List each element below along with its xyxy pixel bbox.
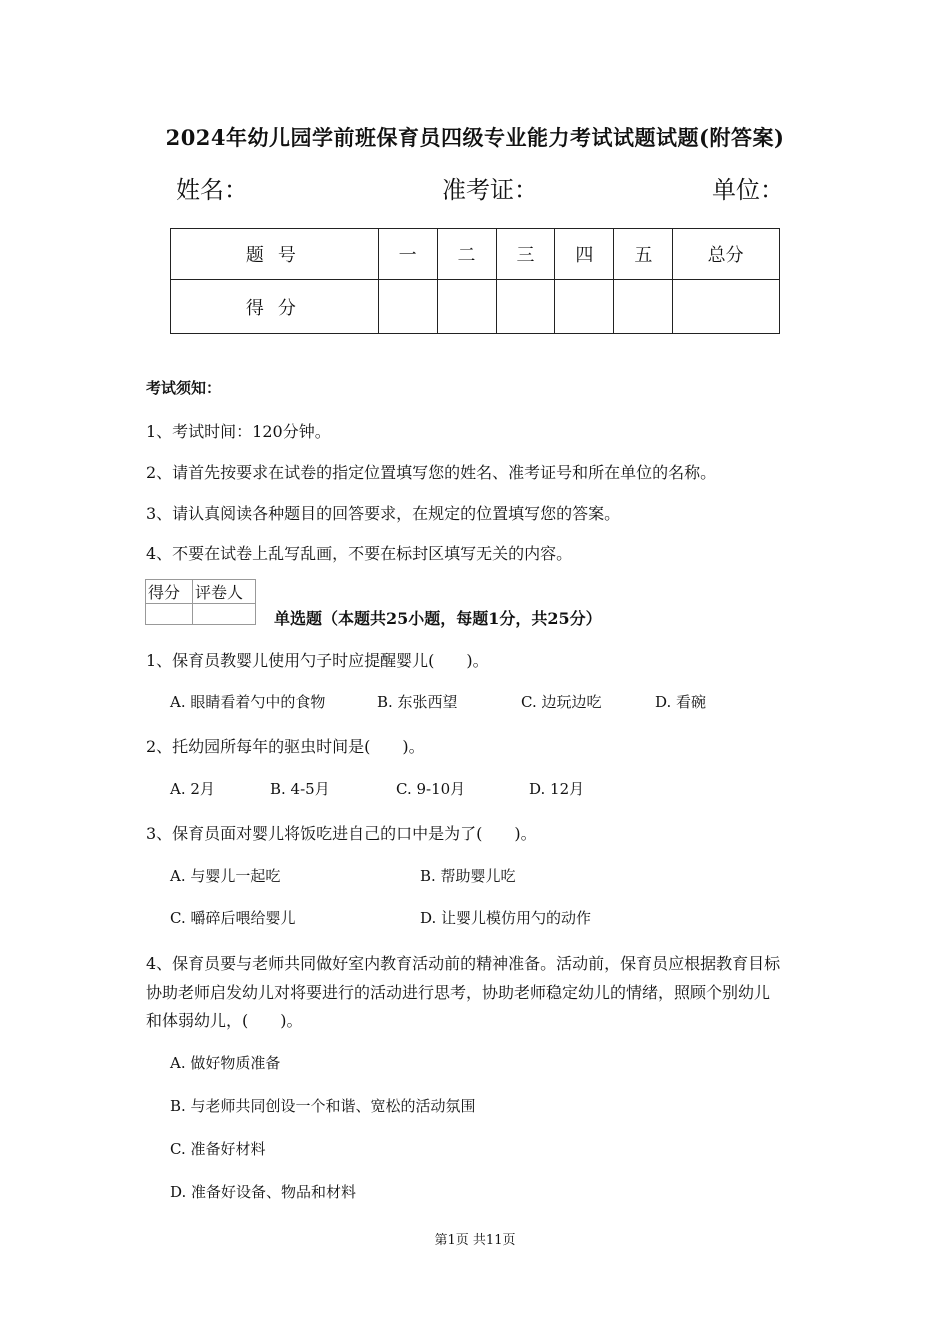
score-table-score-row xyxy=(171,280,780,334)
option-d[interactable]: D. 准备好设备、物品和材料 xyxy=(170,1183,357,1201)
section-title: 单选题（本题共25小题，每题1分，共25分） xyxy=(274,609,602,628)
option-a[interactable]: A. 做好物质准备 xyxy=(170,1054,281,1072)
notice-item: 4、不要在试卷上乱写乱画，不要在标封区填写无关的内容。 xyxy=(146,544,573,563)
score-table-cell: 四 xyxy=(555,229,614,280)
option-c[interactable]: C. 嚼碎后喂给婴儿 xyxy=(170,909,296,927)
grader-name-label: 评卷人 xyxy=(193,580,256,604)
grader-score-cell[interactable] xyxy=(146,604,193,625)
option-c[interactable]: C. 准备好材料 xyxy=(170,1140,266,1158)
score-input-cell[interactable] xyxy=(437,280,496,334)
unit-field-label: 单位： xyxy=(712,176,784,204)
option-a[interactable]: A. 与婴儿一起吃 xyxy=(170,867,281,885)
grader-box xyxy=(145,579,256,625)
score-table-cell: 总分 xyxy=(673,229,780,280)
option-c[interactable]: C. 9-10月 xyxy=(396,780,466,798)
document-title: 2024年幼儿园学前班保育员四级专业能力考试试题试题(附答案) xyxy=(165,125,785,150)
option-b[interactable]: B. 与老师共同创设一个和谐、宽松的活动氛围 xyxy=(170,1097,476,1115)
exam-id-field-label: 准考证： xyxy=(442,176,538,204)
notice-item: 1、考试时间：120分钟。 xyxy=(146,422,331,441)
score-input-cell[interactable] xyxy=(555,280,614,334)
option-a[interactable]: A. 2月 xyxy=(170,780,215,798)
option-a[interactable]: A. 眼睛看着勺中的食物 xyxy=(170,693,326,711)
question-stem-line: 4、保育员要与老师共同做好室内教育活动前的精神准备。活动前，保育员应根据教育目标 xyxy=(146,954,781,973)
option-d[interactable]: D. 让婴儿模仿用勺的动作 xyxy=(420,909,592,927)
score-table-cell: 得分 xyxy=(171,280,379,334)
option-c[interactable]: C. 边玩边吃 xyxy=(521,693,602,711)
score-table-cell: 题号 xyxy=(171,229,379,280)
notice-item: 3、请认真阅读各种题目的回答要求，在规定的位置填写您的答案。 xyxy=(146,504,621,523)
score-table-header-row xyxy=(171,229,780,280)
question-stem: 3、保育员面对婴儿将饭吃进自己的口中是为了( )。 xyxy=(146,824,537,843)
score-input-cell[interactable] xyxy=(673,280,780,334)
score-table-cell: 一 xyxy=(378,229,437,280)
option-d[interactable]: D. 看碗 xyxy=(655,693,707,711)
option-b[interactable]: B. 4-5月 xyxy=(270,780,330,798)
score-input-cell[interactable] xyxy=(496,280,555,334)
question-stem-line: 和体弱幼儿，( )。 xyxy=(146,1011,303,1030)
question-stem-line: 协助老师启发幼儿对将要进行的活动进行思考，协助老师稳定幼儿的情绪，照顾个别幼儿 xyxy=(146,983,771,1002)
notice-heading: 考试须知： xyxy=(146,379,222,397)
score-input-cell[interactable] xyxy=(378,280,437,334)
score-table xyxy=(170,228,780,334)
option-b[interactable]: B. 东张西望 xyxy=(377,693,458,711)
question-stem: 2、托幼园所每年的驱虫时间是( )。 xyxy=(146,737,425,756)
question-stem: 1、保育员教婴儿使用勺子时应提醒婴儿( )。 xyxy=(146,651,489,670)
score-table-cell: 三 xyxy=(496,229,555,280)
option-d[interactable]: D. 12月 xyxy=(529,780,585,798)
score-table-cell: 二 xyxy=(437,229,496,280)
notice-item: 2、请首先按要求在试卷的指定位置填写您的姓名、准考证号和所在单位的名称。 xyxy=(146,463,717,482)
grader-name-cell[interactable] xyxy=(193,604,256,625)
score-input-cell[interactable] xyxy=(614,280,673,334)
score-table-cell: 五 xyxy=(614,229,673,280)
name-field-label: 姓名： xyxy=(176,176,248,204)
option-b[interactable]: B. 帮助婴儿吃 xyxy=(420,867,516,885)
page-footer: 第1页 共11页 xyxy=(434,1233,516,1248)
grader-score-label: 得分 xyxy=(146,580,193,604)
